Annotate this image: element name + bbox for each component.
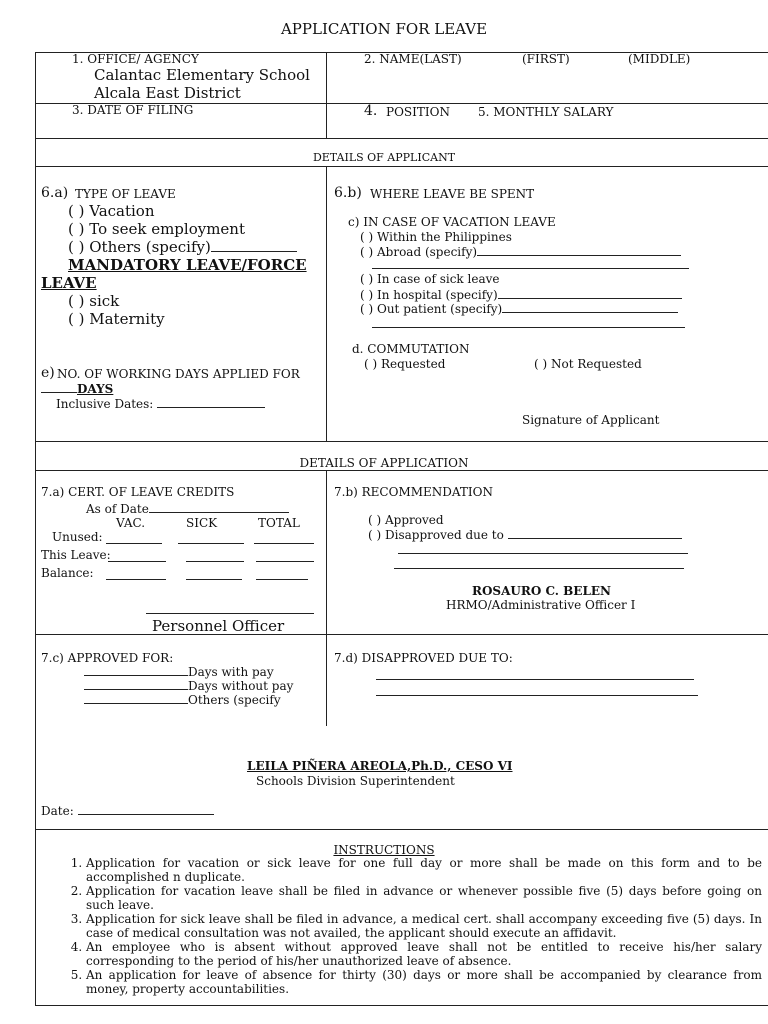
where-num: 6.b): [334, 185, 362, 201]
position-num: 4.: [364, 103, 378, 119]
instruction-item: 3. Application for sick leave shall be filed in advance, a medical cert. shall accompany exceeding five (5) days. In case of medical consultation was not availed, the applicant should execute an affidavit.: [86, 912, 762, 940]
name-middle-label: (MIDDLE): [628, 52, 691, 66]
hospital-option[interactable]: [360, 287, 682, 302]
others-specify-line[interactable]: [211, 240, 297, 252]
instruction-item: 5. An application for leave of absence for thirty (30) days or more shall be accompanied by clearance from money, property accountabilities.: [86, 968, 762, 996]
instruction-item: 4. An employee who is absent without approved leave shall not be entitled to receive his/her salary corresponding to the period of his/her unauthorized leave of absence.: [86, 940, 762, 968]
type-label: TYPE OF LEAVE: [75, 187, 176, 201]
instruction-item: 1. Application for vacation or sick leave for one full day or more shall be made on this form and to be accomplished n duplicate.: [86, 856, 762, 884]
row-balance: Balance:: [41, 566, 94, 580]
commutation-not-requested[interactable]: ( ) Not Requested: [534, 357, 642, 371]
as-of-date-label: As of Date: [86, 502, 149, 516]
col-sick: SICK: [186, 516, 218, 530]
with-pay-label: Days with pay: [188, 665, 274, 679]
unused-vac-line[interactable]: [106, 543, 162, 544]
disapproved-due-label: 7.d) DISAPPROVED DUE TO:: [334, 651, 513, 665]
office-line2: Alcala East District: [94, 84, 241, 102]
inclusive-dates[interactable]: [56, 396, 265, 411]
days-with-pay[interactable]: [84, 664, 274, 679]
recommendation-label: 7.b) RECOMMENDATION: [334, 485, 493, 499]
date-label: Date:: [41, 804, 74, 818]
row-divider-3: [35, 166, 768, 167]
abroad-option[interactable]: [360, 244, 681, 259]
mandatory-option-maternity[interactable]: ( ) Maternity: [68, 310, 165, 328]
where-label: WHERE LEAVE BE SPENT: [370, 187, 535, 201]
without-pay-label: Days without pay: [188, 679, 294, 693]
instructions-list: [60, 856, 762, 996]
abroad-line[interactable]: [477, 244, 681, 256]
personnel-signature-line[interactable]: [146, 613, 314, 614]
row-this-leave: This Leave:: [41, 548, 111, 562]
type-option-others-label: ( ) Others (specify): [68, 238, 211, 256]
balance-total-line[interactable]: [256, 579, 308, 580]
this-sick-line[interactable]: [186, 561, 244, 562]
rec-disapproved-option[interactable]: [368, 527, 682, 542]
col-divider-application: [326, 470, 327, 726]
signature-label: Signature of Applicant: [522, 413, 660, 427]
outpatient-label: ( ) Out patient (specify): [360, 302, 503, 316]
outpatient-line-2[interactable]: [372, 327, 685, 328]
type-num: 6.a): [41, 185, 69, 201]
mandatory-heading: MANDATORY LEAVE/FORCE: [68, 256, 307, 274]
salary-label: 5. MONTHLY SALARY: [478, 105, 614, 119]
days-word: DAYS: [77, 382, 114, 396]
row-divider-2: [35, 138, 768, 139]
without-pay-line[interactable]: [84, 678, 188, 690]
superintendent-title: Schools Division Superintendent: [256, 774, 455, 788]
within-philippines-option[interactable]: ( ) Within the Philippines: [360, 230, 512, 244]
date-line[interactable]: [78, 803, 214, 815]
rec-disapproved-line[interactable]: [508, 527, 682, 539]
unused-sick-line[interactable]: [178, 543, 244, 544]
hospital-label: ( ) In hospital (specify): [360, 288, 498, 302]
mandatory-heading-2: LEAVE: [41, 274, 97, 292]
name-label: 2. NAME(LAST): [364, 52, 462, 66]
with-pay-line[interactable]: [84, 664, 188, 676]
inclusive-dates-label: Inclusive Dates:: [56, 397, 154, 411]
col-total: TOTAL: [258, 516, 300, 530]
outpatient-line[interactable]: [502, 301, 678, 313]
abroad-line-2[interactable]: [372, 268, 689, 269]
personnel-officer: Personnel Officer: [152, 617, 285, 635]
frame-left: [35, 52, 36, 1005]
form-title: APPLICATION FOR LEAVE: [280, 20, 488, 38]
others-label: Others (specify: [188, 693, 281, 707]
row-divider-4: [35, 441, 768, 442]
type-option-seek-employment[interactable]: ( ) To seek employment: [68, 220, 245, 238]
row-divider-7: [35, 829, 768, 830]
row-divider-6: [35, 634, 768, 635]
office-line1: Calantac Elementary School: [94, 66, 310, 84]
application-heading: DETAILS OF APPLICATION: [299, 456, 469, 470]
approved-for-label: 7.c) APPROVED FOR:: [41, 651, 174, 665]
type-option-vacation[interactable]: ( ) Vacation: [68, 202, 155, 220]
instruction-item: 2. Application for vacation leave shall be filed in advance or whenever possible five (5) days before going on such leave.: [86, 884, 762, 912]
days-field[interactable]: [41, 381, 113, 396]
this-total-line[interactable]: [256, 561, 314, 562]
commutation-requested[interactable]: ( ) Requested: [364, 357, 446, 371]
disapproved-line-1[interactable]: [376, 679, 694, 680]
rec-disapproved-label: ( ) Disapproved due to: [368, 528, 504, 542]
as-of-date-line[interactable]: [149, 501, 289, 513]
as-of-date[interactable]: [86, 501, 289, 516]
rec-approved-option[interactable]: ( ) Approved: [368, 513, 444, 527]
balance-vac-line[interactable]: [106, 579, 166, 580]
days-num: e): [41, 365, 55, 381]
col-vac: VAC.: [116, 516, 146, 530]
rec-name: ROSAURO C. BELEN: [472, 584, 612, 598]
days-without-pay[interactable]: [84, 678, 293, 693]
days-line[interactable]: [41, 381, 77, 393]
others-line[interactable]: [84, 692, 188, 704]
position-label: POSITION: [386, 105, 450, 119]
type-option-others[interactable]: [68, 238, 297, 256]
instructions-heading: INSTRUCTIONS: [333, 843, 435, 857]
superintendent-name: LEILA PIÑERA AREOLA,Ph.D., CESO VI: [247, 759, 513, 773]
vacation-case-label: c) IN CASE OF VACATION LEAVE: [348, 215, 556, 229]
mandatory-option-sick[interactable]: ( ) sick: [68, 292, 120, 310]
balance-sick-line[interactable]: [186, 579, 242, 580]
inclusive-dates-line[interactable]: [157, 396, 265, 408]
days-label: NO. OF WORKING DAYS APPLIED FOR: [57, 367, 300, 381]
rec-reason-line-2[interactable]: [398, 553, 688, 554]
disapproved-line-2[interactable]: [376, 695, 698, 696]
this-vac-line[interactable]: [108, 561, 166, 562]
hospital-line[interactable]: [498, 287, 682, 299]
rec-title: HRMO/Administrative Officer I: [446, 598, 636, 612]
col-divider-header: [326, 52, 327, 138]
name-first-label: (FIRST): [522, 52, 570, 66]
others-specify[interactable]: [84, 692, 281, 707]
row-unused: Unused:: [52, 530, 103, 544]
sick-case-option[interactable]: ( ) In case of sick leave: [360, 272, 500, 286]
applicant-heading: DETAILS OF APPLICANT: [312, 151, 456, 164]
date-field[interactable]: [41, 803, 214, 818]
cert-label: 7.a) CERT. OF LEAVE CREDITS: [41, 485, 235, 499]
unused-total-line[interactable]: [254, 543, 314, 544]
date-filing-label: 3. DATE OF FILING: [72, 103, 194, 117]
frame-bottom: [35, 1005, 768, 1006]
outpatient-option[interactable]: [360, 301, 678, 316]
row-divider-5: [35, 470, 768, 471]
commutation-label: d. COMMUTATION: [352, 342, 470, 356]
abroad-label: ( ) Abroad (specify): [360, 245, 478, 259]
rec-reason-line-3[interactable]: [394, 568, 684, 569]
col-divider-applicant: [326, 166, 327, 441]
office-label: 1. OFFICE/ AGENCY: [72, 52, 199, 66]
